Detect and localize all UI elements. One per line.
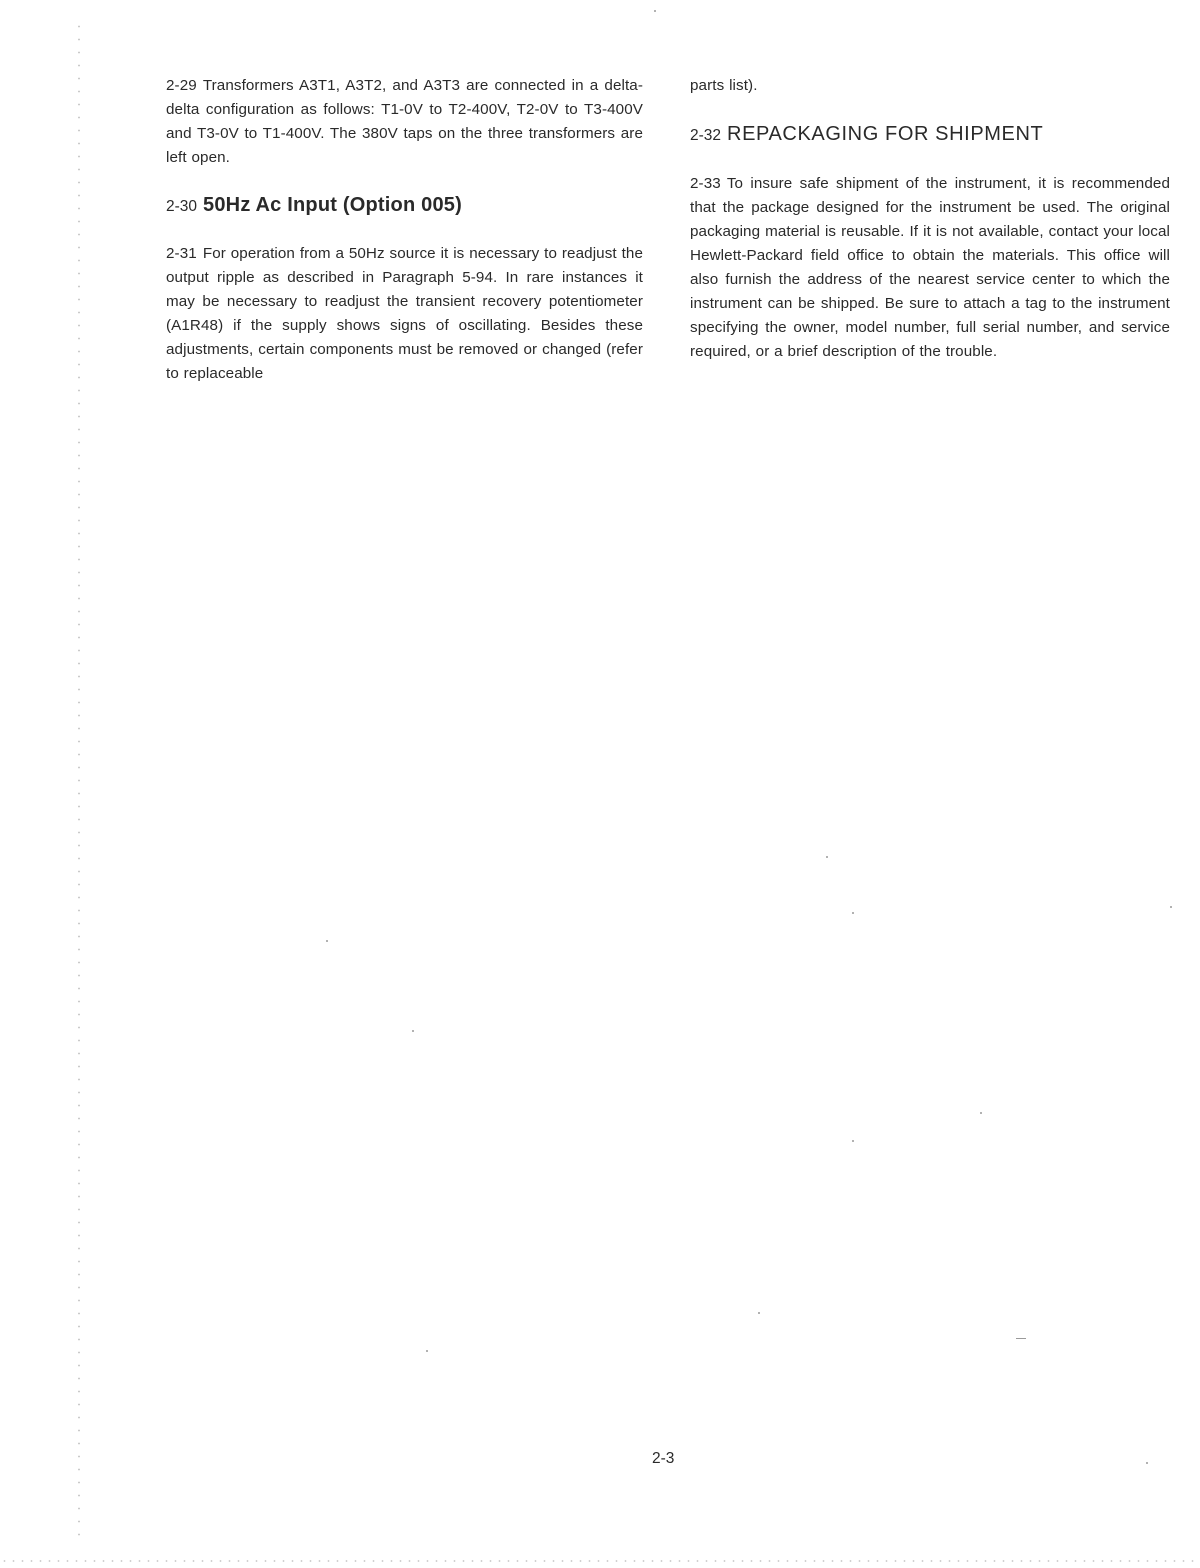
paragraph-2-31	[166, 242, 643, 386]
heading-title: 50Hz Ac Input (Option 005)	[203, 194, 462, 216]
paragraph-text: Transformers A3T1, A3T2, and A3T3 are connected in a delta-delta configuration as follows: T1-0V to T2-400V, T2-0V to T3-400V and T3-0V to T1-400V. The 380V taps on the three transformers are left open.	[166, 77, 643, 166]
scan-speck	[1170, 906, 1172, 908]
scan-speck	[426, 1350, 428, 1352]
scan-speck	[326, 940, 328, 942]
scan-speck	[826, 856, 828, 858]
page-number: 2-3	[652, 1450, 675, 1467]
heading-number: 2-32	[690, 127, 722, 144]
paragraph-number: 2-29	[166, 77, 197, 94]
scan-speck	[654, 10, 656, 12]
scan-speck	[1016, 1338, 1026, 1339]
scan-speck	[758, 1312, 760, 1314]
paragraph-text: For operation from a 50Hz source it is necessary to readjust the output ripple as described in Paragraph 5-94. In rare instances it may be necessary to readjust the transient recovery potentiometer (A1R48) if the supply shows signs of oscillating. Besides these adjustments, certain components must be removed or changed (refer to replaceable	[166, 245, 643, 382]
paragraph-2-33	[690, 172, 1170, 364]
section-heading-2-32	[690, 118, 1043, 151]
scan-speck	[1146, 1462, 1148, 1464]
scan-bottom-dots	[0, 1560, 1200, 1562]
scan-margin-dots	[78, 20, 80, 1540]
paragraph-text: To insure safe shipment of the instrument, it is recommended that the package designed for the instrument be used. The original packaging material is reusable. If it is not available, contact your local Hewlett-Packard field office to obtain the materials. This office will also furnish the address of the nearest service center to which the instrument can be shipped. Be sure to attach a tag to the instrument specifying the owner, model number, full serial number, and service required, or a brief description of the trouble.	[690, 175, 1170, 360]
scan-speck	[980, 1112, 982, 1114]
paragraph-text: parts list).	[690, 77, 758, 94]
paragraph-2-31-continued	[690, 74, 1170, 98]
scan-speck	[852, 1140, 854, 1142]
scan-speck	[412, 1030, 414, 1032]
section-heading-2-30	[166, 189, 462, 222]
paragraph-number: 2-31	[166, 245, 197, 262]
paragraph-2-29	[166, 74, 643, 170]
heading-number: 2-30	[166, 198, 198, 215]
paragraph-number: 2-33	[690, 175, 721, 192]
scan-speck	[852, 912, 854, 914]
heading-title: REPACKAGING FOR SHIPMENT	[727, 123, 1044, 145]
